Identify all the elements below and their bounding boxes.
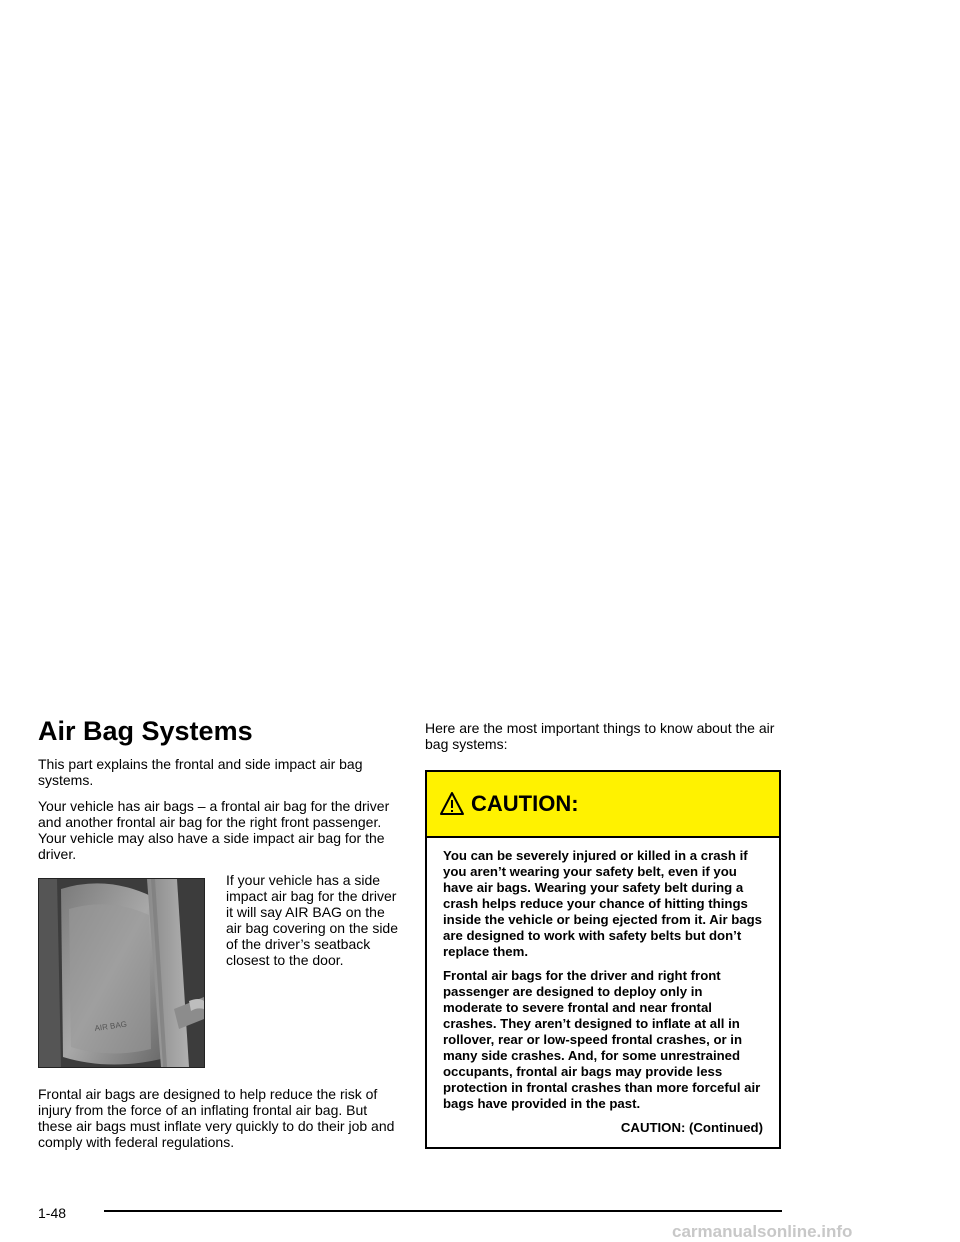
seatback-illustration — [39, 879, 204, 1067]
footer-rule — [104, 1210, 782, 1212]
caution-paragraph-2: Frontal air bags for the driver and right front passenger are designed to deploy only in moderate to severe frontal and near frontal crashes. They aren’t designed to inflate at all in rollover, rear or low-speed frontal crashes, or in many side crashes. And, for some unrestrained occupants, frontal air bags may provide less protection in frontal crashes than more forceful air bags have provided in the past. — [443, 968, 761, 1111]
air-bag-emblem: AIR BAG — [94, 1019, 128, 1033]
section-title: Air Bag Systems — [38, 716, 253, 746]
frontal-air-bag-paragraph: Frontal air bags are designed to help reduce the risk of injury from the force of an inflating frontal air bag. But these air bags must inflate very quickly to do their job and comply with federal regulations. — [38, 1086, 395, 1150]
side-air-bag-figure-row — [38, 872, 398, 1068]
warning-triangle-icon — [439, 791, 465, 817]
caution-continued: CAUTION: (Continued) — [620, 1120, 763, 1135]
caution-box — [425, 770, 781, 1149]
page-number: 1-48 — [38, 1205, 67, 1221]
air-bag-description-paragraph: Your vehicle has air bags – a frontal air bag for the driver and another frontal air bag for the right front passenger. Your vehicle may also have a side impact air bag for the driver. — [38, 798, 390, 862]
caution-paragraph-1: You can be severely injured or killed in a crash if you aren’t wearing your safety belt, even if you have air bags. Wearing your safety belt during a crash helps reduce your chance of hitting things inside the vehicle or being ejected from it. Air bags are designed to work with safety belts but don’t replace them. — [443, 848, 763, 959]
watermark: carmanualsonline.info — [672, 1222, 853, 1241]
left-column — [38, 714, 398, 1160]
figure-caption: If your vehicle has a side impact air bag for the driver it will say AIR BAG on the air bag covering on the side of the driver’s seatback closest to the door. — [226, 872, 398, 968]
seatback-air-bag-photo — [38, 878, 205, 1068]
right-column — [425, 720, 781, 1149]
caution-header — [427, 772, 779, 838]
lead-paragraph: Here are the most important things to know about the air bag systems: — [425, 720, 775, 752]
intro-paragraph: This part explains the frontal and side impact air bag systems. — [38, 756, 363, 788]
caution-body — [427, 838, 779, 1147]
caution-label: CAUTION: — [471, 791, 579, 816]
